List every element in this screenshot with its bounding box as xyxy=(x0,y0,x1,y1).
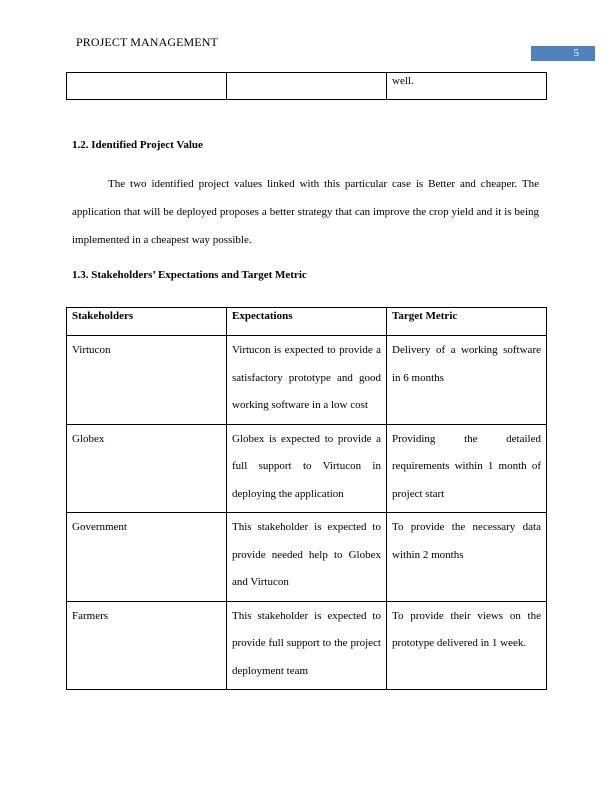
expectation-cell: Globex is expected to provide a full support to Virtucon in deploying the application xyxy=(227,424,387,513)
expectation-cell: This stakeholder is expected to provide full support to the project deployment team xyxy=(227,601,387,690)
expectation-cell: This stakeholder is expected to provide needed help to Globex and Virtucon xyxy=(227,513,387,602)
section-paragraph: The two identified project values linked with this particular case is Better and cheaper. The application that will be deployed proposes a better strategy that can improve the crop yield and it is being implemented in a cheapest way possible. xyxy=(72,178,539,246)
table-cell xyxy=(227,73,387,100)
table-row xyxy=(67,336,547,425)
table-cell xyxy=(67,73,227,100)
metric-cell: Delivery of a working software in 6 months xyxy=(387,336,547,425)
metric-cell: Providing the detailed requirements within 1 month of project start xyxy=(387,424,547,513)
table-cell: well. xyxy=(387,73,547,100)
expectation-cell: Virtucon is expected to provide a satisfactory prototype and good working software in a low cost xyxy=(227,336,387,425)
table-row xyxy=(67,513,547,602)
stakeholder-cell: Government xyxy=(67,513,227,602)
column-header-target-metric: Target Metric xyxy=(387,308,547,336)
continued-table xyxy=(66,72,547,100)
table-row xyxy=(67,601,547,690)
stakeholder-table xyxy=(66,307,547,690)
page-number: 5 xyxy=(531,46,595,61)
stakeholder-cell: Globex xyxy=(67,424,227,513)
stakeholder-cell: Virtucon xyxy=(67,336,227,425)
column-header-stakeholders: Stakeholders xyxy=(67,308,227,336)
section-heading-1-3: 1.3. Stakeholders’ Expectations and Target Metric xyxy=(72,269,307,281)
table-row xyxy=(67,73,547,100)
table-row xyxy=(67,424,547,513)
metric-cell: To provide their views on the prototype delivered in 1 week. xyxy=(387,601,547,690)
column-header-expectations: Expectations xyxy=(227,308,387,336)
running-header-title: PROJECT MANAGEMENT xyxy=(76,35,218,49)
table-header-row xyxy=(67,308,547,336)
section-heading-1-2: 1.2. Identified Project Value xyxy=(72,139,203,151)
stakeholder-cell: Farmers xyxy=(67,601,227,690)
metric-cell: To provide the necessary data within 2 months xyxy=(387,513,547,602)
